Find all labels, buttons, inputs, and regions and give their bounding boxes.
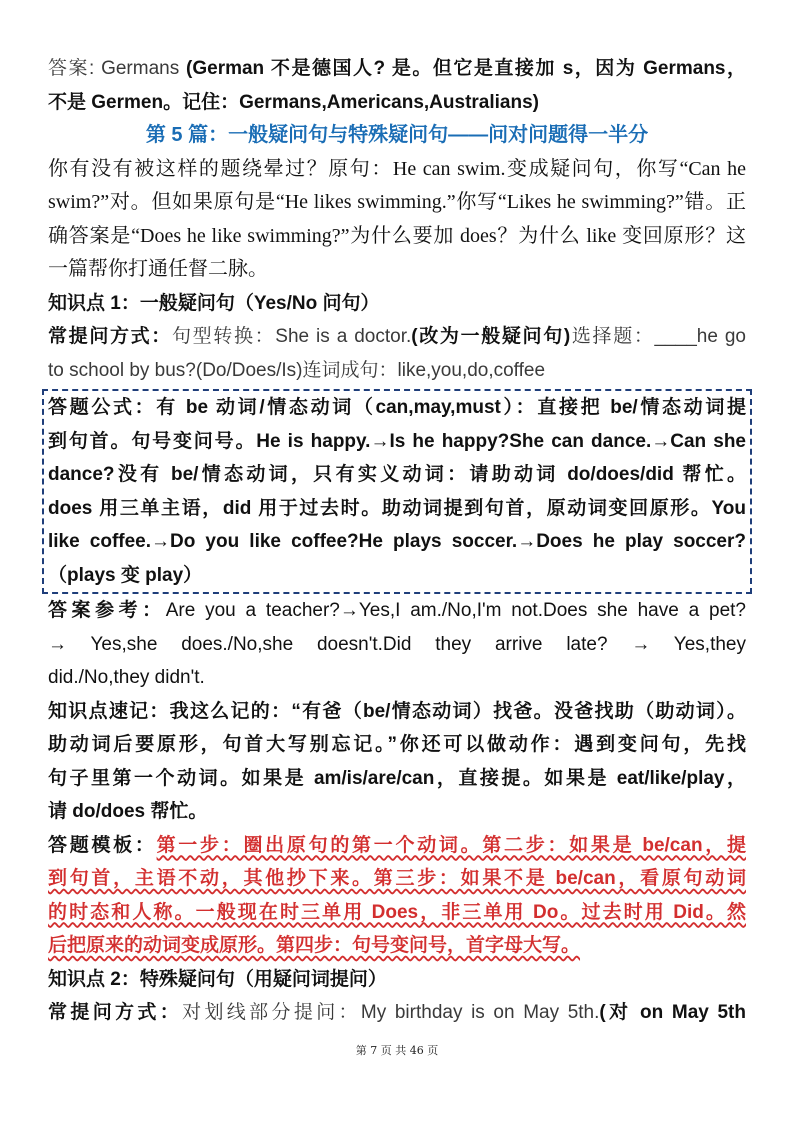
intro-line-1: 你有没有被这样的题绕晕过？原句：He can swim.变成疑问句，你写“Can he xyxy=(48,157,746,180)
formula-line-6: （plays 变 play） xyxy=(48,564,203,586)
formula-line-4: does 用三单主语，did 用于过去时。助动词提到句首，原动词变回原形。You xyxy=(48,497,746,519)
template-line-3 xyxy=(48,896,746,930)
kp2-common-label: 常提问方式： xyxy=(48,1002,183,1023)
template-step-text-1: 第一步：圈出原句的第一个动词。第二步：如果是 be/can，提 xyxy=(156,834,746,856)
intro-line-4: 一篇帮你打通任督二脉。 xyxy=(48,258,268,280)
page-footer: 第 7 页 共 46 页 xyxy=(355,1044,439,1057)
kp1-common-label: 常提问方式： xyxy=(48,326,172,347)
kp1-common-line-2: to school by bus?(Do/Does/Is)连词成句：like,you,do,coffee xyxy=(48,359,546,381)
memo-line-3: 句子里第一个动词。如果是 am/is/are/can，直接提。如果是 eat/like/play， xyxy=(48,767,746,789)
formula-line-5: like coffee.→Do you like coffee?He plays soccer.→Does he play soccer? xyxy=(48,531,746,552)
answer-value: Germans xyxy=(94,58,187,79)
formula-line-3: dance?没有 be/情态动词，只有实义动词：请助动词 do/does/did 帮忙。 xyxy=(48,464,746,485)
template-step-text-2: 到句首，主语不动，其他抄下来。第三步：如果不是 be/can，看原句动词 xyxy=(48,868,746,889)
kp1-common-text1: 句型转换：She is a doctor. xyxy=(171,326,412,347)
template-line-1 xyxy=(48,829,746,863)
knowledge-point-2-heading: 知识点 2：特殊疑问句（用疑问词提问） xyxy=(48,968,387,990)
intro-line-2: swim?”对。但如果原句是“He likes swimming.”你写“Likes he swimming?”错。正 xyxy=(48,191,746,213)
kp2-common-line xyxy=(48,996,746,1030)
reference-line-2: → Yes,she does./No,she doesn't.Did they arrive late? → Yes,they xyxy=(48,633,746,655)
memo-line-4: 请 do/does 帮忙。 xyxy=(48,801,208,822)
document-page xyxy=(48,52,746,1030)
formula-line-2: 到句首。句号变问号。He is happy.→Is he happy?She can dance.→Can she xyxy=(48,430,746,452)
reference-line-1 xyxy=(48,594,746,628)
answer-line-1 xyxy=(48,52,746,86)
template-line-4 xyxy=(48,929,746,963)
template-step-text-3: 的时态和人称。一般现在时三单用 Does，非三单用 Do。过去时用 Did。然 xyxy=(48,901,746,923)
formula-line-1: 答题公式：有 be 动词/情态动词（can,may,must）：直接把 be/情态动词提 xyxy=(48,397,746,418)
memo-line-2: 助动词后要原形，句首大写别忘记。”你还可以做动作：遇到变问句，先找 xyxy=(48,734,746,755)
answer-line-2: 不是 Germen。记住：Germans,Americans,Australians) xyxy=(48,91,539,113)
template-step-text-4: 后把原来的动词变成原形。第四步：句号变问号，首字母大写。 xyxy=(48,935,581,956)
reference-label: 答案参考： xyxy=(48,600,166,621)
template-line-2 xyxy=(48,862,746,896)
memo-line-1: 知识点速记：我这么记的：“有爸（be/情态动词）找爸。没爸找助（助动词）。 xyxy=(48,700,746,722)
section-title: 第 5 篇：一般疑问句与特殊疑问句——问对问题得一半分 xyxy=(145,124,649,146)
kp1-common-bold: (改为一般疑问句) xyxy=(411,326,571,347)
reference-line-3: did./No,they didn't. xyxy=(48,667,205,688)
template-label: 答题模板： xyxy=(48,834,157,856)
kp2-common-text: 对划线部分提问：My birthday is on May 5th. xyxy=(182,1002,600,1023)
formula-box xyxy=(42,389,752,594)
kp1-common-line-1 xyxy=(48,320,746,354)
knowledge-point-1-heading: 知识点 1：一般疑问句（Yes/No 问句） xyxy=(48,292,380,314)
reference-text-1: Are you a teacher?→Yes,I am./No,I'm not.Does she have a pet? xyxy=(165,600,746,621)
answer-explanation: (German 不是德国人? 是。但它是直接加 s，因为 Germans， xyxy=(186,58,746,79)
kp1-common-text2: 选择题：____he go xyxy=(570,326,746,347)
kp2-common-bold: (对 on May 5th xyxy=(599,1002,746,1023)
intro-line-3: 确答案是“Does he like swimming?”为什么要加 does？为什么 like 变回原形？这 xyxy=(48,224,746,247)
answer-label: 答案: xyxy=(48,58,95,79)
